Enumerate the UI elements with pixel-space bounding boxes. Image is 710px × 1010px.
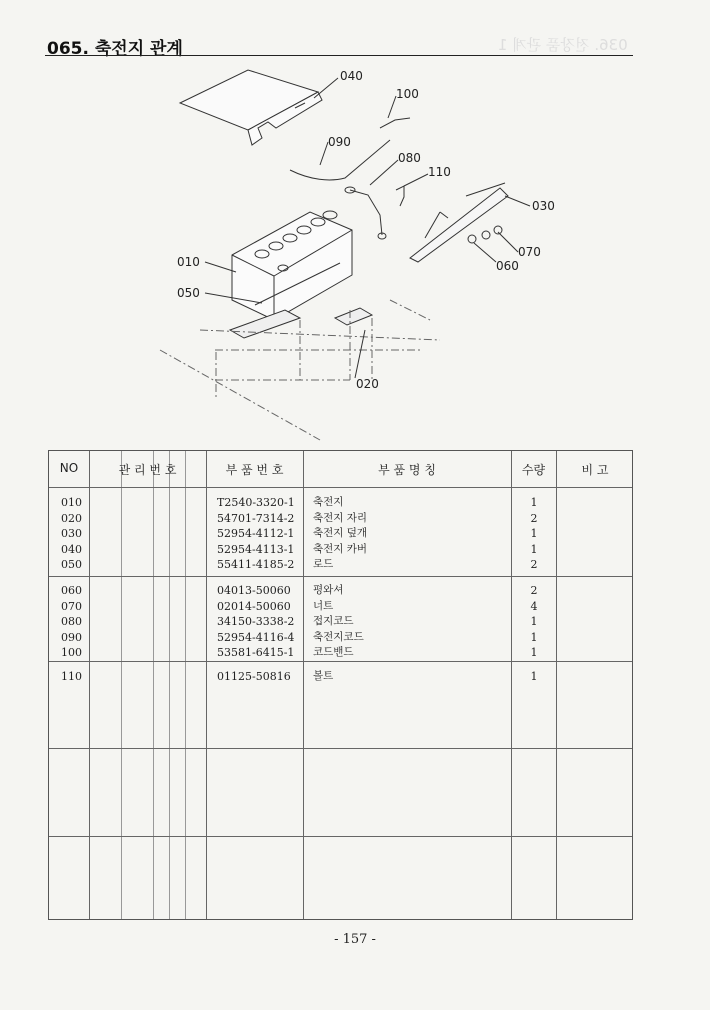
row-qty: 1	[530, 630, 538, 644]
row-part-no: 53581-6415-1	[217, 646, 295, 660]
row-no: 100	[61, 646, 82, 660]
row-part-name: 축전지코드	[313, 630, 364, 643]
battery-cover-part	[180, 70, 318, 130]
row-qty: 1	[530, 670, 538, 683]
row-qty: 1	[530, 542, 538, 556]
callout-090: 090	[328, 135, 351, 149]
row-part-name: 로드	[313, 558, 334, 571]
bolt-part	[396, 186, 404, 206]
header-no: NO	[59, 461, 79, 475]
row-part-name: 평와셔	[313, 584, 344, 596]
row-no: 020	[61, 511, 82, 525]
callout-050: 050	[177, 286, 200, 300]
row-qty: 2	[530, 584, 538, 597]
row-qty: 1	[530, 527, 538, 541]
row-no: 090	[61, 630, 82, 644]
row-part-name: 코드밴드	[313, 646, 354, 659]
row-no: 050	[61, 558, 82, 572]
row-part-name: 너트	[313, 599, 334, 612]
row-part-no: 01125-50816	[217, 670, 291, 683]
row-no: 070	[61, 599, 82, 613]
callout-070: 070	[518, 245, 541, 259]
row-part-no: 04013-50060	[217, 584, 291, 597]
callout-030: 030	[532, 199, 555, 213]
row-part-no: 02014-50060	[217, 599, 291, 613]
battery-exploded-diagram	[0, 0, 710, 450]
ground-cord-part	[350, 190, 382, 235]
washer-part	[468, 235, 476, 243]
row-qty: 4	[530, 599, 538, 613]
row-part-name: 볼트	[313, 670, 334, 682]
row-part-name: 접지코드	[313, 615, 354, 628]
row-qty: 1	[530, 615, 538, 629]
row-no: 040	[61, 542, 82, 556]
row-part-no: 34150-3338-2	[217, 615, 295, 629]
battery-bracket-part	[410, 188, 508, 262]
row-part-name: 축전지 카버	[313, 542, 368, 555]
row-qty: 2	[530, 511, 538, 525]
header-remarks: 비 고	[581, 463, 609, 477]
callout-080: 080	[398, 151, 421, 165]
row-part-name: 축전지 덮개	[313, 527, 368, 540]
row-no: 110	[61, 670, 82, 683]
callout-100: 100	[396, 87, 419, 101]
nut-part	[482, 231, 490, 239]
page-title: 065. 축전지 관계	[47, 39, 183, 59]
page-number: - 157 -	[334, 932, 376, 947]
row-part-no: 52954-4112-1	[217, 527, 295, 541]
row-part-no: 52954-4113-1	[217, 542, 295, 556]
row-no: 080	[61, 615, 82, 629]
row-qty: 1	[530, 646, 538, 660]
callout-040: 040	[340, 69, 363, 83]
parts-table	[48, 450, 633, 920]
header-management-no: 관 리 번 호	[118, 463, 177, 477]
callout-060: 060	[496, 259, 519, 273]
header-part-name: 부 품 명 칭	[378, 463, 436, 477]
row-qty: 2	[530, 558, 538, 572]
callout-110: 110	[428, 165, 451, 179]
callout-020: 020	[356, 377, 379, 391]
header-qty: 수량	[521, 463, 546, 477]
header-part-no: 부 품 번 호	[225, 463, 284, 477]
row-no: 030	[61, 527, 82, 541]
row-no: 010	[61, 496, 82, 509]
row-part-no: 54701-7314-2	[217, 511, 295, 525]
row-part-no: T2540-3320-1	[217, 496, 295, 509]
bleed-through-title: 036. 전장품 관계 1	[498, 36, 628, 54]
row-no: 060	[61, 584, 82, 597]
row-part-name: 축전지 자리	[313, 511, 368, 524]
row-part-name: 축전지	[313, 496, 344, 508]
row-part-no: 55411-4185-2	[217, 558, 295, 572]
row-qty: 1	[530, 496, 538, 509]
callout-010: 010	[177, 255, 200, 269]
row-part-no: 52954-4116-4	[217, 630, 295, 644]
